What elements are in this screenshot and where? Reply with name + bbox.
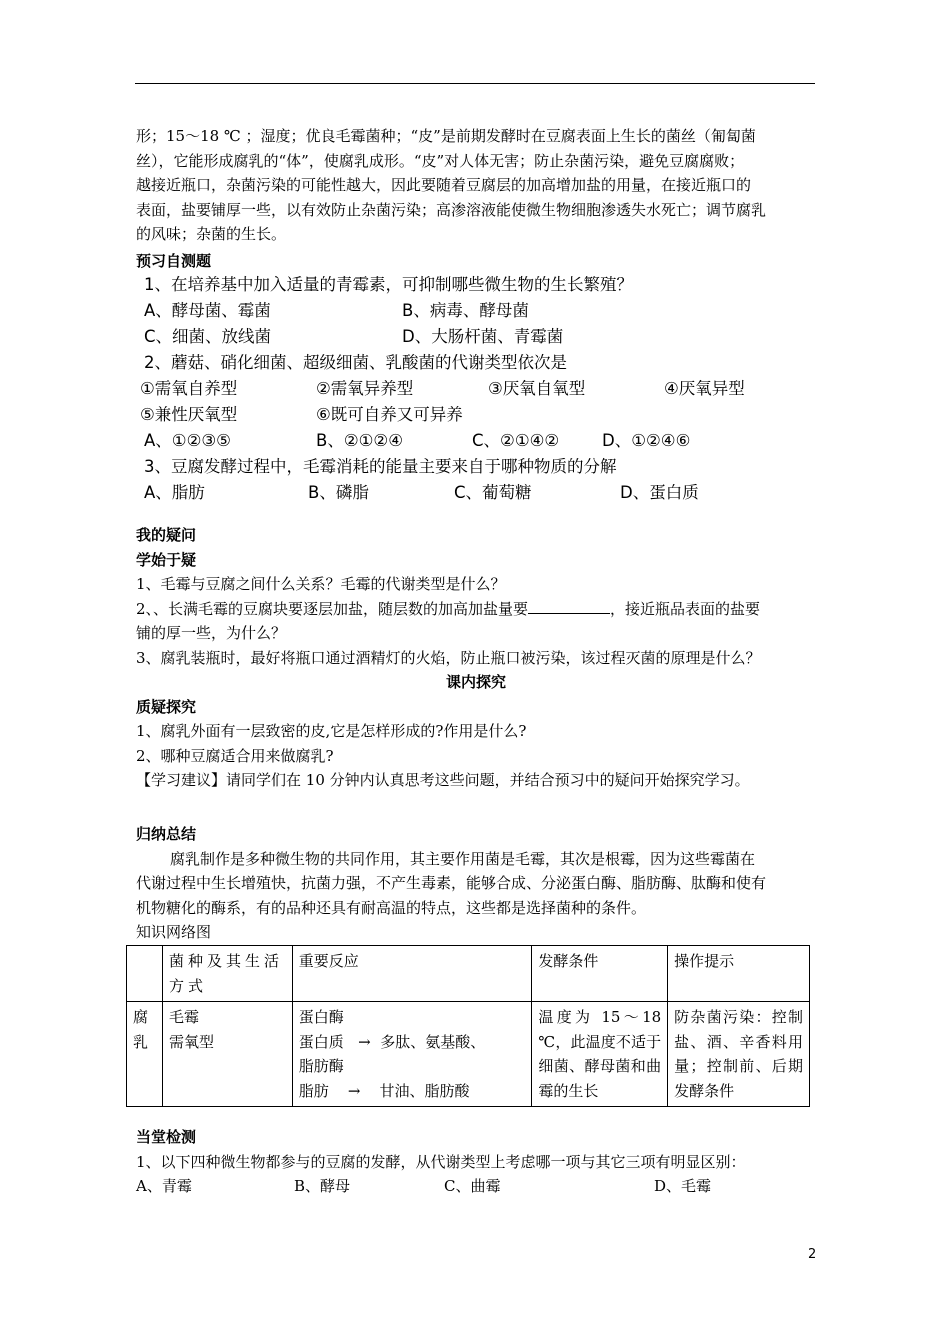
doubt-2-text: 2、、长满毛霉的豆腐块要逐层加盐，随层数的加高加盐量要: [136, 599, 529, 618]
types-row: [136, 376, 816, 402]
doubt-2: [136, 597, 816, 622]
option-b: B、磷脂: [308, 483, 369, 502]
header-condition: 发酵条件: [532, 946, 668, 1002]
product: 多肽、氨基酸、: [380, 1032, 486, 1051]
option-d: D、①②④⑥: [602, 431, 691, 450]
summary-section: [136, 822, 816, 945]
header-tip: 操作提示: [668, 946, 810, 1002]
section-heading: 我的疑问: [136, 526, 197, 544]
type-3: ③厌氧自氧型: [488, 379, 586, 398]
options-row: [136, 324, 816, 350]
fill-blank[interactable]: [528, 599, 610, 614]
reactant: 蛋白质: [298, 1032, 344, 1051]
section-heading-summary: 归纳总结: [136, 825, 197, 843]
option-b: B、病毒、酵母菌: [402, 301, 529, 320]
option-a: A、脂肪: [144, 483, 205, 502]
options-row: [136, 298, 816, 324]
question-3: 3、豆腐发酵过程中，毛霉消耗的能量主要来自于哪种物质的分解: [144, 457, 617, 476]
reaction-line: [299, 1079, 526, 1104]
in-class-test: [136, 1125, 816, 1199]
section-heading: 学始于疑: [136, 550, 197, 569]
reaction-line: [299, 1030, 526, 1055]
option-c: C、曲霉: [444, 1177, 501, 1195]
option-a: A、酵母菌、霉菌: [144, 301, 271, 320]
reactant: 脂肪: [298, 1081, 329, 1100]
option-b: B、酵母: [294, 1177, 351, 1195]
header-reaction: 重要反应: [292, 946, 532, 1002]
my-questions-section: [136, 523, 816, 793]
option-c: C、细菌、放线菌: [144, 327, 272, 346]
summary-line: 代谢过程中生长增殖快，抗菌力强，不产生毒素，能够合成、分泌蛋白酶、脂肪酶、肽酶和使有: [136, 874, 767, 892]
reaction-enzyme: 脂肪酶: [298, 1057, 344, 1075]
arrow-icon: →: [358, 1032, 371, 1051]
text-line: 丝），它能形成腐乳的“体”，使腐乳成形。“皮”对人体无害；防止杂菌污染，避免豆腐腐败；: [136, 151, 745, 170]
text-line: 形；15～18 ℃ ；湿度；优良毛霉菌种；“皮”是前期发酵时在豆腐表面上生长的菌丝（匍匐菌: [136, 127, 756, 145]
knowledge-table: [126, 945, 810, 1107]
question-1: 1、在培养基中加入适量的青霉素，可抑制哪些微生物的生长繁殖？: [144, 275, 633, 294]
option-a: A、青霉: [136, 1177, 192, 1195]
question-2: 2、蘑菇、硝化细菌、超级细菌、乳酸菌的代谢类型依次是: [144, 353, 567, 372]
type-5: ⑤兼性厌氧型: [140, 405, 238, 424]
condition-cell: 温度为 15～18 ℃，此温度不适于细菌、酵母菌和曲霉的生长: [532, 1002, 668, 1107]
option-b: B、②①②④: [316, 431, 403, 450]
intro-paragraph: [136, 124, 816, 247]
option-a: A、①②③⑤: [144, 431, 231, 450]
doubt-2-cont: 铺的厚一些，为什么？: [136, 624, 287, 642]
type-4: ④厌氧异型: [664, 379, 745, 398]
header-rule: [135, 83, 815, 84]
header-strain: 菌种及其生活方式: [162, 946, 292, 1002]
strain-name: 毛霉: [168, 1008, 199, 1026]
inquiry-2: 2、哪种豆腐适合用来做腐乳?: [136, 746, 334, 765]
test-question-1: 1、以下四种微生物都参与的豆腐的发酵，从代谢类型上考虑哪一项与其它三项有明显区别：: [136, 1152, 746, 1171]
option-d: D、毛霉: [654, 1177, 712, 1195]
option-d: D、大肠杆菌、青霉菌: [402, 327, 564, 346]
reaction-enzyme: 蛋白酶: [298, 1008, 344, 1026]
section-heading-inclass: 课内探究: [445, 673, 506, 691]
text-line: 越接近瓶口，杂菌污染的可能性越大，因此要随着豆腐层的加高增加盐的用量，在接近瓶口的: [136, 176, 752, 194]
doubt-3: 3、腐乳装瓶时，最好将瓶口通过酒精灯的火焰，防止瓶口被污染，该过程灭菌的原理是什么？: [136, 648, 761, 667]
summary-line: 腐乳制作是多种微生物的共同作用，其主要作用菌是毛霉，其次是根霉，因为这些霉菌在: [170, 849, 756, 868]
text-line: 的风味；杂菌的生长。: [136, 225, 287, 243]
options-row: [136, 1174, 816, 1199]
table-header-row: [127, 946, 810, 1002]
table-corner: [127, 946, 163, 1002]
doubt-1: 1、毛霉与豆腐之间什么关系？毛霉的代谢类型是什么？: [136, 575, 506, 593]
type-6: ⑥既可自养又可异养: [316, 405, 463, 424]
summary-line: 机物糖化的酶系，有的品种还具有耐高温的特点，这些都是选择菌种的条件。: [136, 898, 647, 917]
row-label: 腐乳: [127, 1002, 163, 1107]
inquiry-1: 1、腐乳外面有一层致密的皮,它是怎样形成的?作用是什么?: [136, 722, 527, 740]
option-c: C、②①④②: [472, 431, 560, 450]
option-c: C、葡萄糖: [454, 483, 532, 502]
options-row: [136, 480, 816, 506]
arrow-icon: →: [347, 1081, 361, 1100]
product: 甘油、脂肪酸: [379, 1081, 470, 1100]
study-suggestion: 【学习建议】请同学们在 10 分钟内认真思考这些问题，并结合预习中的疑问开始探究学习。: [136, 771, 750, 789]
strain-type: 需氧型: [168, 1032, 214, 1051]
page-number: 2: [808, 1247, 817, 1262]
types-row: [136, 402, 816, 428]
table-row: [127, 1002, 810, 1107]
type-2: ②需氧异养型: [316, 379, 414, 398]
strain-cell: [162, 1002, 292, 1107]
options-row: [136, 428, 816, 454]
option-d: D、蛋白质: [620, 483, 699, 502]
section-heading-preview: 预习自测题: [136, 252, 212, 270]
network-label: 知识网络图: [136, 923, 212, 941]
doubt-2-text-end: ，接近瓶品表面的盐要: [610, 599, 761, 618]
section-heading-test: 当堂检测: [136, 1128, 197, 1146]
type-1: ①需氧自养型: [140, 379, 238, 398]
tip-cell: 防杂菌污染：控制盐、酒、辛香料用量；控制前、后期发酵条件: [668, 1002, 810, 1107]
text-line: 表面，盐要铺厚一些，以有效防止杂菌污染；高渗溶液能使微生物细胞渗透失水死亡；调节腐乳: [136, 200, 767, 219]
preview-quiz: [136, 272, 816, 506]
section-heading-inquiry: 质疑探究: [136, 697, 197, 716]
reaction-cell: [292, 1002, 532, 1107]
